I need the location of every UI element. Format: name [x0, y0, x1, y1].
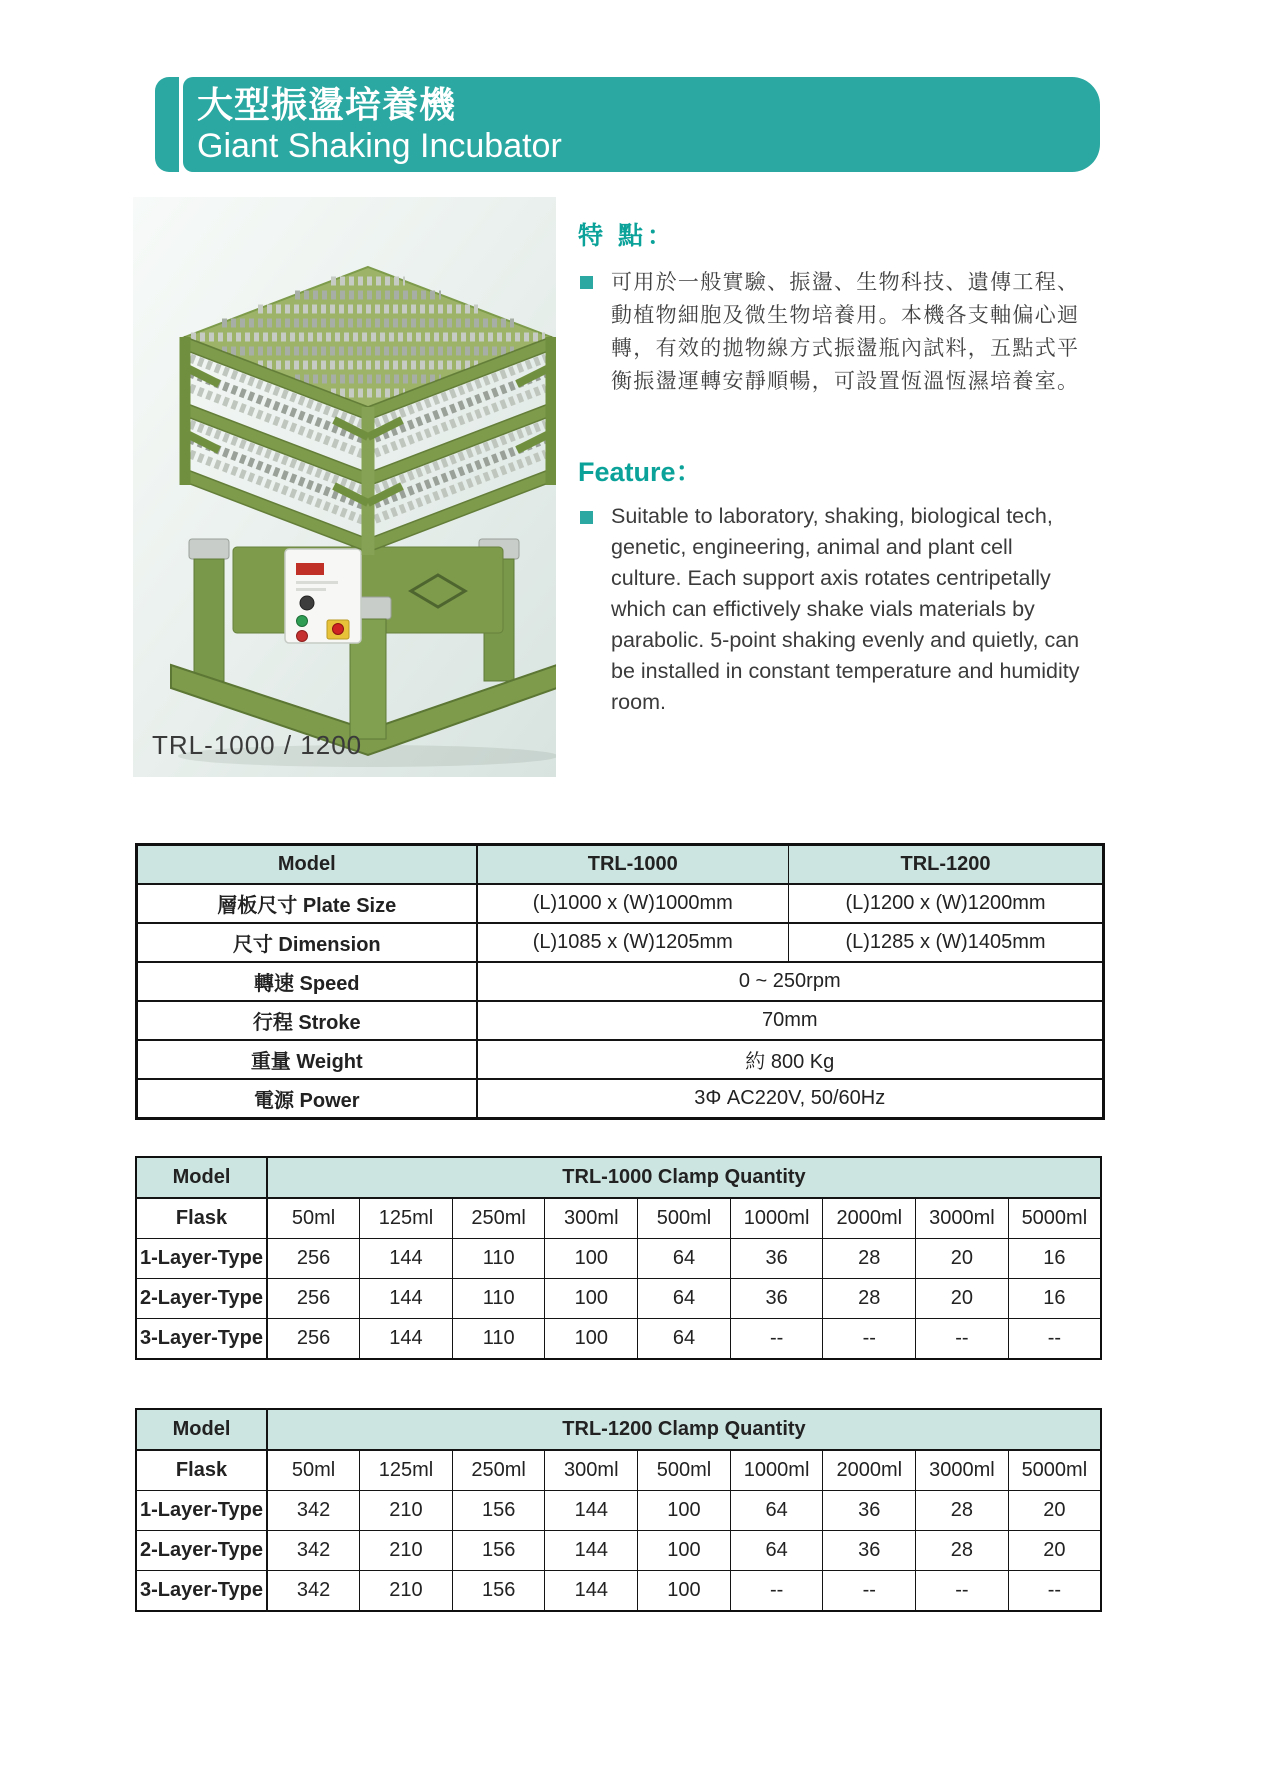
clamp-value-cell: 16 [1008, 1239, 1101, 1279]
clamp-value-cell: 110 [452, 1279, 545, 1319]
clamp-value-cell: -- [916, 1319, 1009, 1360]
spec-value-cell: (L)1000 x (W)1000mm [477, 884, 789, 923]
clamp-value-cell: 100 [545, 1239, 638, 1279]
features-en-text: Suitable to laboratory, shaking, biological tech, genetic, engineering, animal and plant cell culture. Each support axis rotates centripetally which can effictively shake vials materials by parabolic. 5-point shaking evenly and quietly, can be installed in constant temperature and humidity room. [611, 504, 1080, 714]
clamp-value-cell: 64 [638, 1239, 731, 1279]
clamp-value-cell: 110 [452, 1319, 545, 1360]
flask-size-cell: 50ml [267, 1450, 360, 1491]
flask-size-cell: 300ml [545, 1198, 638, 1239]
clamp-model-header: Model [136, 1409, 267, 1450]
spec-header-cell: TRL-1000 [477, 845, 789, 885]
spec-header-cell: TRL-1200 [789, 845, 1104, 885]
clamp-value-cell: -- [730, 1319, 823, 1360]
clamp-value-cell: 100 [545, 1319, 638, 1360]
clamp-value-cell: 210 [360, 1571, 453, 1612]
header-accent-tab [155, 77, 179, 172]
features-zh-item [578, 266, 1138, 398]
flask-size-cell: 5000ml [1008, 1450, 1101, 1491]
bullet-square-icon [580, 511, 593, 524]
clamp-value-cell: 28 [916, 1491, 1009, 1531]
spec-value-cell: (L)1285 x (W)1405mm [789, 923, 1104, 962]
spec-value-cell: 約 800 Kg [477, 1040, 1104, 1079]
features-en-item [578, 501, 1138, 718]
clamp-value-cell: 144 [360, 1279, 453, 1319]
clamp-value-cell: 36 [730, 1239, 823, 1279]
flask-size-cell: 3000ml [916, 1198, 1009, 1239]
clamp-flask-label: Flask [136, 1450, 267, 1491]
photo-caption: TRL-1000 / 1200 [152, 730, 363, 760]
spec-row-label: 層板尺寸 Plate Size [137, 884, 477, 923]
clamp-value-cell: 28 [823, 1239, 916, 1279]
clamp-value-cell: -- [730, 1571, 823, 1612]
clamp-value-cell: 20 [1008, 1531, 1101, 1571]
clamp-value-cell: 156 [452, 1531, 545, 1571]
clamp-flask-label: Flask [136, 1198, 267, 1239]
page-title-zh: 大型振盪培養機 [197, 84, 457, 126]
product-photo [133, 197, 556, 777]
clamp-row-label: 2-Layer-Type [136, 1279, 267, 1319]
machine-illustration [133, 197, 556, 777]
features-zh-heading: 特 點： [578, 222, 676, 250]
clamp-value-cell: -- [1008, 1319, 1101, 1360]
clamp-value-cell: 144 [545, 1571, 638, 1612]
clamp-table-trl1000 [135, 1156, 1102, 1360]
clamp-value-cell: 144 [545, 1491, 638, 1531]
clamp-row-label: 3-Layer-Type [136, 1319, 267, 1360]
clamp-value-cell: 256 [267, 1239, 360, 1279]
clamp-value-cell: -- [916, 1571, 1009, 1612]
spec-table [135, 843, 1105, 1120]
clamp-value-cell: -- [1008, 1571, 1101, 1612]
flask-size-cell: 125ml [360, 1198, 453, 1239]
features-column [578, 216, 1138, 718]
clamp-value-cell: 144 [545, 1531, 638, 1571]
clamp-value-cell: 256 [267, 1279, 360, 1319]
spec-header-cell: Model [137, 845, 477, 885]
clamp-value-cell: -- [823, 1319, 916, 1360]
clamp-value-cell: 342 [267, 1531, 360, 1571]
clamp-row-label: 1-Layer-Type [136, 1239, 267, 1279]
clamp-value-cell: 36 [823, 1491, 916, 1531]
flask-size-cell: 50ml [267, 1198, 360, 1239]
clamp-value-cell: 144 [360, 1239, 453, 1279]
flask-size-cell: 250ml [452, 1450, 545, 1491]
flask-size-cell: 300ml [545, 1450, 638, 1491]
flask-size-cell: 3000ml [916, 1450, 1009, 1491]
flask-size-cell: 5000ml [1008, 1198, 1101, 1239]
clamp-value-cell: 64 [730, 1491, 823, 1531]
flask-size-cell: 1000ml [730, 1198, 823, 1239]
clamp-table-title: TRL-1000 Clamp Quantity [267, 1157, 1101, 1198]
clamp-value-cell: 144 [360, 1319, 453, 1360]
clamp-value-cell: 342 [267, 1491, 360, 1531]
clamp-value-cell: 20 [1008, 1491, 1101, 1531]
clamp-value-cell: 156 [452, 1571, 545, 1612]
clamp-value-cell: 64 [638, 1319, 731, 1360]
flask-size-cell: 500ml [638, 1450, 731, 1491]
flask-size-cell: 2000ml [823, 1198, 916, 1239]
flask-size-cell: 2000ml [823, 1450, 916, 1491]
spec-value-cell: 0 ~ 250rpm [477, 962, 1104, 1001]
clamp-value-cell: 28 [823, 1279, 916, 1319]
flask-size-cell: 125ml [360, 1450, 453, 1491]
flask-size-cell: 250ml [452, 1198, 545, 1239]
clamp-value-cell: 110 [452, 1239, 545, 1279]
clamp-value-cell: 156 [452, 1491, 545, 1531]
spec-value-cell: (L)1085 x (W)1205mm [477, 923, 789, 962]
flask-size-cell: 500ml [638, 1198, 731, 1239]
clamp-value-cell: 100 [545, 1279, 638, 1319]
clamp-row-label: 1-Layer-Type [136, 1491, 267, 1531]
clamp-value-cell: 256 [267, 1319, 360, 1360]
clamp-value-cell: 28 [916, 1531, 1009, 1571]
clamp-value-cell: 36 [730, 1279, 823, 1319]
features-en-heading: Feature： [578, 457, 703, 487]
clamp-row-label: 2-Layer-Type [136, 1531, 267, 1571]
clamp-value-cell: 16 [1008, 1279, 1101, 1319]
clamp-model-header: Model [136, 1157, 267, 1198]
clamp-value-cell: 64 [730, 1531, 823, 1571]
clamp-row-label: 3-Layer-Type [136, 1571, 267, 1612]
spec-row-label: 電源 Power [137, 1079, 477, 1119]
features-zh-text: 可用於一般實驗、振盪、生物科技、遺傳工程、動植物細胞及微生物培養用。本機各支軸偏心迴轉，有效的拋物線方式振盪瓶內試料，五點式平衡振盪運轉安靜順暢，可設置恆溫恆濕培養室。 [611, 271, 1080, 393]
spec-row-label: 尺寸 Dimension [137, 923, 477, 962]
spec-row-label: 重量 Weight [137, 1040, 477, 1079]
clamp-table-trl1200 [135, 1408, 1102, 1612]
clamp-value-cell: 210 [360, 1531, 453, 1571]
spec-value-cell: 70mm [477, 1001, 1104, 1040]
clamp-value-cell: 64 [638, 1279, 731, 1319]
spec-row-label: 行程 Stroke [137, 1001, 477, 1040]
clamp-value-cell: 100 [638, 1491, 731, 1531]
bullet-square-icon [580, 276, 593, 289]
spec-row-label: 轉速 Speed [137, 962, 477, 1001]
page-title-en: Giant Shaking Incubator [197, 127, 562, 166]
clamp-value-cell: 20 [916, 1279, 1009, 1319]
clamp-value-cell: 20 [916, 1239, 1009, 1279]
clamp-table-title: TRL-1200 Clamp Quantity [267, 1409, 1101, 1450]
clamp-value-cell: 36 [823, 1531, 916, 1571]
header-banner [183, 77, 1100, 172]
clamp-value-cell: 100 [638, 1571, 731, 1612]
spec-value-cell: (L)1200 x (W)1200mm [789, 884, 1104, 923]
flask-size-cell: 1000ml [730, 1450, 823, 1491]
clamp-value-cell: 100 [638, 1531, 731, 1571]
clamp-value-cell: 210 [360, 1491, 453, 1531]
spec-value-cell: 3Φ AC220V, 50/60Hz [477, 1079, 1104, 1119]
clamp-value-cell: -- [823, 1571, 916, 1612]
clamp-value-cell: 342 [267, 1571, 360, 1612]
